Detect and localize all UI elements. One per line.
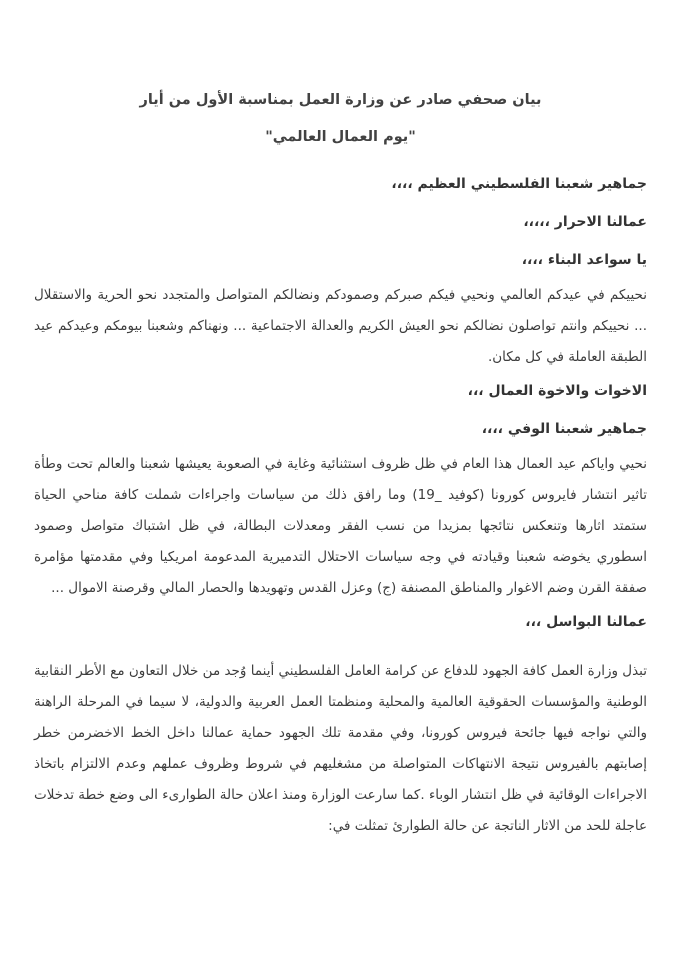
salutation-great-people: جماهير شعبنا الفلسطيني العظيم ،،،، (391, 176, 647, 192)
salutation-free-workers: عمالنا الاحرار ،،،،، (523, 214, 647, 230)
paragraph-ministry-efforts: تبذل وزارة العمل كافة الجهود للدفاع عن كرامة العامل الفلسطيني أينما وُجد من خلال التعاون مع الأطر النقابية الوطنية والمؤسسات الحقوقية العالمية والمحلية ومنظمتا العمل العربية والدولية، لا سيما في المرحلة الراهنة والتي نواجه فيها جائحة فيروس كورونا، وفي مقدمة تلك الجهود حماية عمالنا داخل الخط الاخضرمن خطر إصابتهم بالفيروس نتيجة الانتهاكات المتواصلة من مشغليهم في شروط وظروف عملهم وعدم الالتزام باتخاذ الاجراءات الوقائية في ظل انتشار الوباء .كما سارعت الوزارة ومنذ اعلان حالة الطوارىء الى وضع خطة تدخلات عاجلة للحد من الاثار الناتجة عن حالة الطوارئ تمثلت في: (34, 663, 647, 834)
document-title: بيان صحفي صادر عن وزارة العمل بمناسبة الأول من أيار (139, 92, 542, 108)
paragraph-greeting: نحييكم في عيدكم العالمي ونحيي فيكم صبركم وصمودكم ونضالكم المتواصل والمتجدد نحو الحرية والاستقلال ... نحييكم وانتم تواصلون نضالكم نحو العيش الكريم والعدالة الاجتماعية ... ونهناكم وشعبنا بيومكم وعيدكم عيد الطبقة العاملة في كل مكان. (34, 287, 647, 365)
document-subtitle: "يوم العمال العالمي" (265, 129, 416, 145)
salutation-builders: يا سواعد البناء ،،،، (521, 252, 647, 268)
document-header (34, 90, 647, 147)
paragraph-conditions: نحيي واياكم عيد العمال هذا العام في ظل ظروف استثنائية وغاية في الصعوبة يعيشها شعبنا والعالم تحت وطأة تاثير انتشار فايروس كورونا (كوفيد _19) وما رافق ذلك من سياسات واجراءات شملت كافة مناحي الحياة ستمتد اثارها وتنعكس نتائجها بمزيدا من نسب الفقر ومعدلات البطالة، في ظل اشتباك متواصل وصمود اسطوري يخوضه شعبنا وقيادته في وجه سياسات الاحتلال التدميرية المدعومة امريكيا وفي مقدمتها مؤامرة صفقة القرن وضم الاغوار والمناطق المصنفة (ج) وعزل القدس وتهويدها والحصار المالي وقرصنة الاموال ... (34, 456, 647, 596)
salutation-loyal-people: جماهير شعبنا الوفي ،،،، (481, 421, 647, 437)
salutation-workers: الاخوات والاخوة العمال ،،، (467, 383, 647, 399)
salutation-valiant-workers: عمالنا البواسل ،،، (525, 614, 647, 630)
